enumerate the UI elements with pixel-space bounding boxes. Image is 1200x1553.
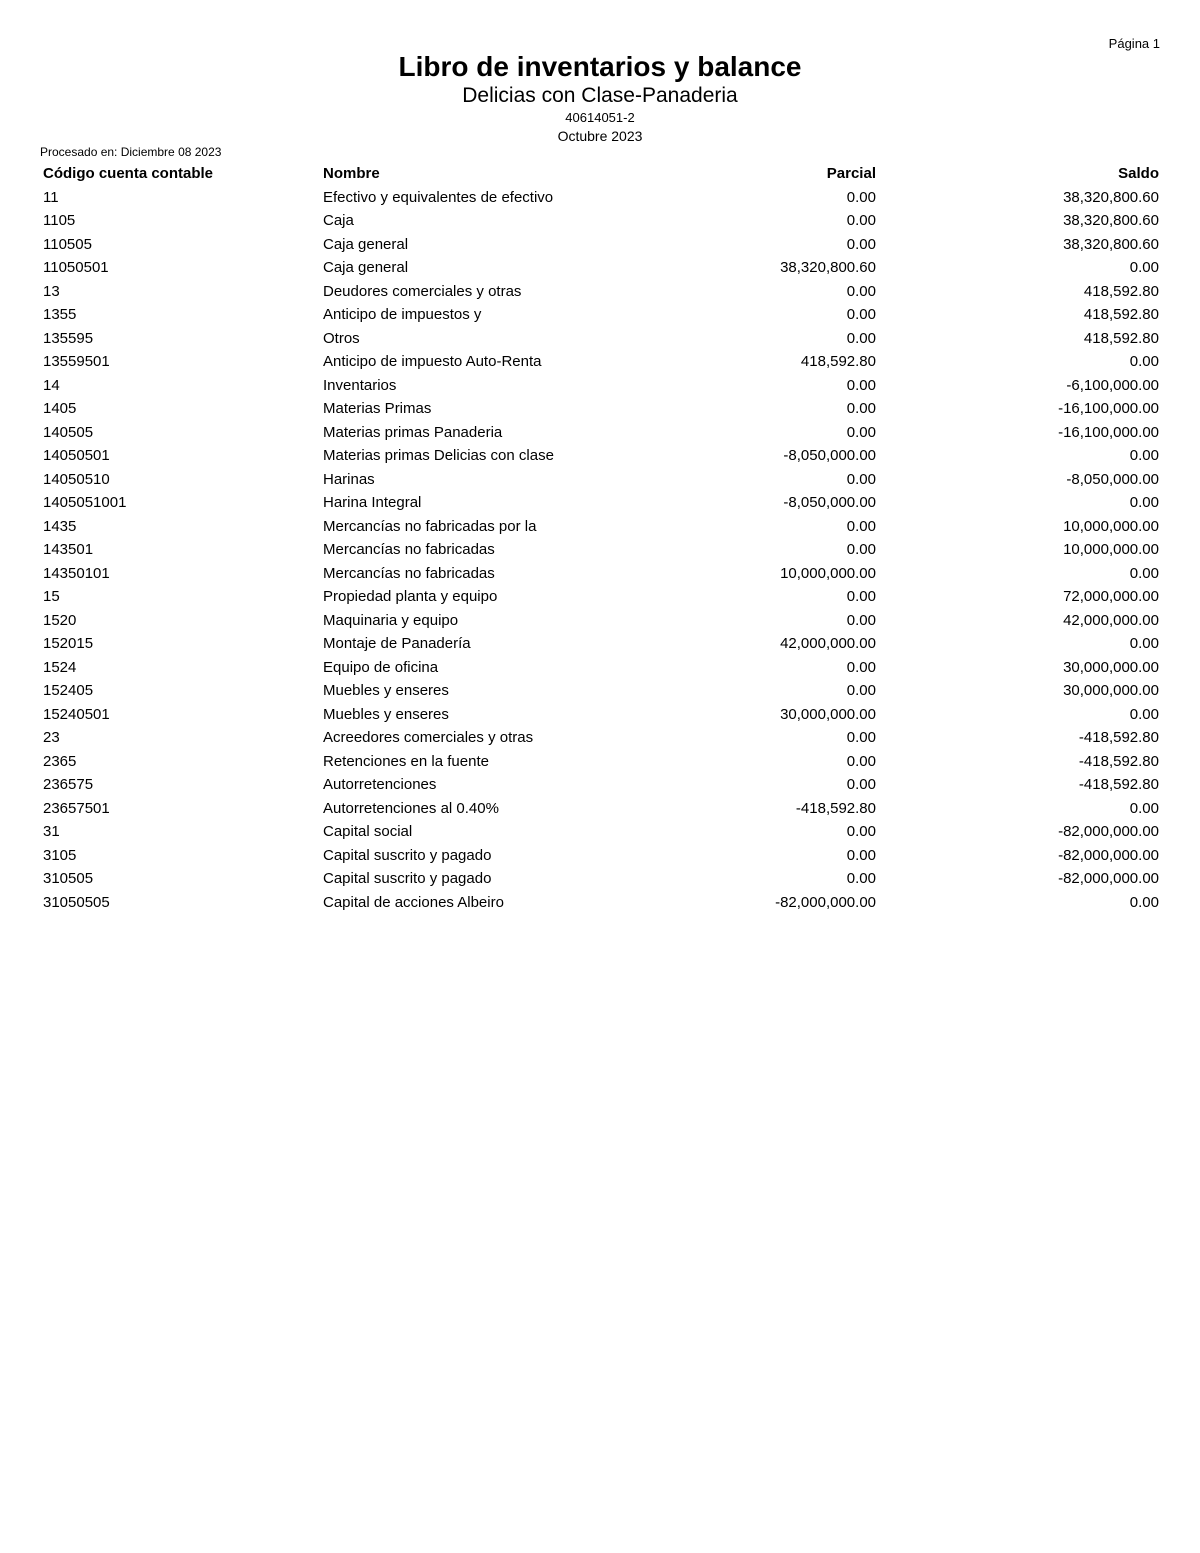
parcial-value: 42,000,000.00 [780, 635, 876, 652]
saldo-value: 10,000,000.00 [1063, 541, 1159, 558]
account-code: 14350101 [43, 564, 110, 582]
account-code: 14 [43, 376, 60, 394]
table-row [43, 421, 1159, 445]
saldo-value: 38,320,800.60 [1063, 212, 1159, 229]
account-code: 23 [43, 729, 60, 746]
table-row [43, 444, 1159, 468]
column-header-saldo: Saldo [1118, 165, 1159, 182]
account-code: 143501 [43, 541, 94, 558]
saldo-value: 0.00 [1129, 259, 1159, 276]
table-row [43, 750, 1159, 774]
account-name: Anticipo de impuesto Auto-Renta [323, 353, 542, 370]
account-name: Autorretenciones al 0.40% [323, 799, 499, 817]
parcial-value: 0.00 [846, 588, 876, 605]
parcial-value: -8,050,000.00 [783, 494, 876, 511]
table-row [43, 233, 1159, 257]
account-name: Caja general [323, 235, 409, 253]
parcial-value: 418,592.80 [800, 353, 876, 370]
saldo-value: -6,100,000.00 [1066, 376, 1159, 394]
table-row [43, 186, 1159, 210]
parcial-value: 0.00 [846, 188, 876, 206]
account-name: Anticipo de impuestos y [323, 306, 482, 323]
parcial-value: 0.00 [846, 470, 876, 488]
account-name: Capital social [323, 823, 413, 840]
account-name: Capital suscrito y pagado [323, 846, 492, 864]
table-row [43, 844, 1159, 868]
account-code: 23657501 [43, 799, 110, 817]
saldo-value: 0.00 [1129, 705, 1159, 723]
saldo-value: -82,000,000.00 [1058, 870, 1159, 887]
account-name: Materias primas Panaderia [323, 423, 503, 441]
account-name: Muebles y enseres [323, 705, 449, 723]
account-name: Acreedores comerciales y otras [323, 729, 534, 746]
parcial-value: 0.00 [846, 235, 876, 253]
account-name: Capital de acciones Albeiro [323, 893, 504, 911]
saldo-value: 30,000,000.00 [1063, 658, 1159, 676]
account-code: 152405 [43, 682, 94, 699]
account-name: Retenciones en la fuente [323, 752, 489, 770]
parcial-value: -8,050,000.00 [783, 447, 876, 464]
account-code: 140505 [43, 423, 94, 441]
account-name: Efectivo y equivalentes de efectivo [323, 188, 554, 206]
saldo-value: 0.00 [1129, 494, 1159, 511]
parcial-value: 0.00 [846, 517, 876, 535]
account-name: Otros [323, 329, 360, 347]
account-name: Equipo de oficina [323, 658, 439, 676]
account-name: Caja [323, 212, 354, 229]
table-row [43, 679, 1159, 703]
saldo-value: -418,592.80 [1078, 729, 1159, 746]
saldo-value: -8,050,000.00 [1066, 470, 1159, 488]
parcial-value: 0.00 [846, 541, 876, 558]
account-name: Materias Primas [323, 400, 432, 417]
account-code: 135595 [43, 329, 94, 347]
saldo-value: -16,100,000.00 [1058, 423, 1159, 441]
saldo-value: 30,000,000.00 [1063, 682, 1159, 699]
account-code: 2365 [43, 752, 77, 770]
table-row [43, 303, 1159, 327]
parcial-value: 0.00 [846, 400, 876, 417]
saldo-value: 418,592.80 [1083, 282, 1159, 300]
report-period: Octubre 2023 [557, 128, 643, 144]
account-code: 31 [43, 823, 60, 840]
account-code: 1105 [43, 212, 76, 229]
parcial-value: 0.00 [846, 823, 876, 840]
account-code: 3105 [43, 846, 77, 864]
account-code: 14050501 [43, 447, 110, 464]
account-code: 13559501 [43, 353, 110, 370]
saldo-value: 418,592.80 [1083, 306, 1159, 323]
saldo-value: 0.00 [1129, 799, 1159, 817]
table-row [43, 515, 1159, 539]
account-name: Harinas [323, 470, 375, 488]
saldo-value: 0.00 [1129, 564, 1159, 582]
table-row [43, 703, 1159, 727]
column-header-name: Nombre [323, 165, 380, 182]
account-code: 236575 [43, 776, 94, 793]
table-row [43, 656, 1159, 680]
account-name: Caja general [323, 259, 409, 276]
table-row [43, 562, 1159, 586]
table-row [43, 209, 1159, 233]
accounts-table [43, 162, 1159, 914]
saldo-value: -16,100,000.00 [1058, 400, 1159, 417]
table-row [43, 891, 1159, 915]
table-row [43, 820, 1159, 844]
report-title: Libro de inventarios y balance [398, 51, 802, 82]
parcial-value: -418,592.80 [795, 799, 876, 817]
table-row [43, 726, 1159, 750]
saldo-value: 0.00 [1129, 635, 1159, 652]
saldo-value: -418,592.80 [1078, 776, 1159, 793]
saldo-value: -82,000,000.00 [1058, 823, 1159, 840]
account-code: 31050505 [43, 893, 110, 911]
tax-id: 40614051-2 [565, 110, 635, 125]
parcial-value: 0.00 [846, 611, 876, 629]
account-code: 14050510 [43, 470, 110, 488]
table-body [43, 186, 1159, 915]
table-row [43, 538, 1159, 562]
processed-date: Procesado en: Diciembre 08 2023 [40, 145, 222, 159]
parcial-value: 0.00 [846, 752, 876, 770]
parcial-value: 0.00 [846, 212, 876, 229]
account-name: Propiedad planta y equipo [323, 588, 498, 605]
account-code: 1520 [43, 611, 77, 629]
account-name: Materias primas Delicias con clase [323, 447, 554, 464]
table-row [43, 773, 1159, 797]
table-row [43, 468, 1159, 492]
parcial-value: 30,000,000.00 [780, 705, 876, 723]
account-code: 152015 [43, 635, 94, 652]
account-code: 15240501 [43, 705, 110, 723]
saldo-value: 38,320,800.60 [1063, 188, 1159, 206]
table-row [43, 374, 1159, 398]
table-row [43, 609, 1159, 633]
saldo-value: 42,000,000.00 [1063, 611, 1159, 629]
saldo-value: 0.00 [1129, 353, 1159, 370]
table-row [43, 867, 1159, 891]
account-name: Mercancías no fabricadas [323, 564, 495, 582]
table-row [43, 280, 1159, 304]
account-name: Mercancías no fabricadas [323, 541, 495, 558]
table-row [43, 797, 1159, 821]
saldo-value: 72,000,000.00 [1063, 588, 1159, 605]
parcial-value: 0.00 [846, 376, 876, 394]
account-code: 11 [43, 188, 59, 206]
saldo-value: -82,000,000.00 [1058, 846, 1159, 864]
account-name: Inventarios [323, 376, 397, 394]
page-number: Página 1 [1108, 36, 1160, 51]
parcial-value: 0.00 [846, 306, 876, 323]
account-code: 11050501 [43, 259, 109, 276]
account-code: 15 [43, 588, 60, 605]
account-name: Maquinaria y equipo [323, 611, 459, 629]
saldo-value: 0.00 [1129, 893, 1159, 911]
account-code: 13 [43, 282, 60, 300]
table-row [43, 350, 1159, 374]
parcial-value: 0.00 [846, 846, 876, 864]
table-row [43, 585, 1159, 609]
table-row [43, 491, 1159, 515]
parcial-value: 0.00 [846, 729, 876, 746]
saldo-value: 418,592.80 [1083, 329, 1159, 347]
account-name: Autorretenciones [323, 776, 437, 793]
parcial-value: -82,000,000.00 [775, 893, 876, 911]
table-row [43, 327, 1159, 351]
account-name: Harina Integral [323, 494, 422, 511]
saldo-value: 10,000,000.00 [1063, 517, 1159, 535]
column-header-parcial: Parcial [826, 165, 876, 182]
company-name: Delicias con Clase-Panaderia [462, 84, 738, 107]
parcial-value: 38,320,800.60 [780, 259, 876, 276]
saldo-value: 38,320,800.60 [1063, 235, 1159, 253]
account-name: Deudores comerciales y otras [323, 282, 522, 300]
parcial-value: 0.00 [846, 870, 876, 887]
parcial-value: 10,000,000.00 [780, 564, 876, 582]
account-name: Capital suscrito y pagado [323, 870, 492, 887]
table-row [43, 397, 1159, 421]
column-header-code: Código cuenta contable [43, 165, 214, 182]
table-header-row [43, 162, 1159, 186]
account-code: 1355 [43, 306, 77, 323]
account-code: 1405051001 [43, 494, 127, 511]
account-code: 310505 [43, 870, 94, 887]
parcial-value: 0.00 [846, 658, 876, 676]
account-code: 1435 [43, 517, 77, 535]
account-name: Mercancías no fabricadas por la [323, 517, 537, 535]
account-code: 110505 [43, 235, 92, 253]
saldo-value: 0.00 [1129, 447, 1159, 464]
parcial-value: 0.00 [846, 423, 876, 441]
parcial-value: 0.00 [846, 776, 876, 793]
account-name: Montaje de Panadería [323, 635, 471, 652]
table-row [43, 256, 1159, 280]
saldo-value: -418,592.80 [1078, 752, 1159, 770]
parcial-value: 0.00 [846, 282, 876, 300]
account-name: Muebles y enseres [323, 682, 449, 699]
parcial-value: 0.00 [846, 329, 876, 347]
parcial-value: 0.00 [846, 682, 876, 699]
account-code: 1405 [43, 400, 77, 417]
account-code: 1524 [43, 658, 77, 676]
table-row [43, 632, 1159, 656]
